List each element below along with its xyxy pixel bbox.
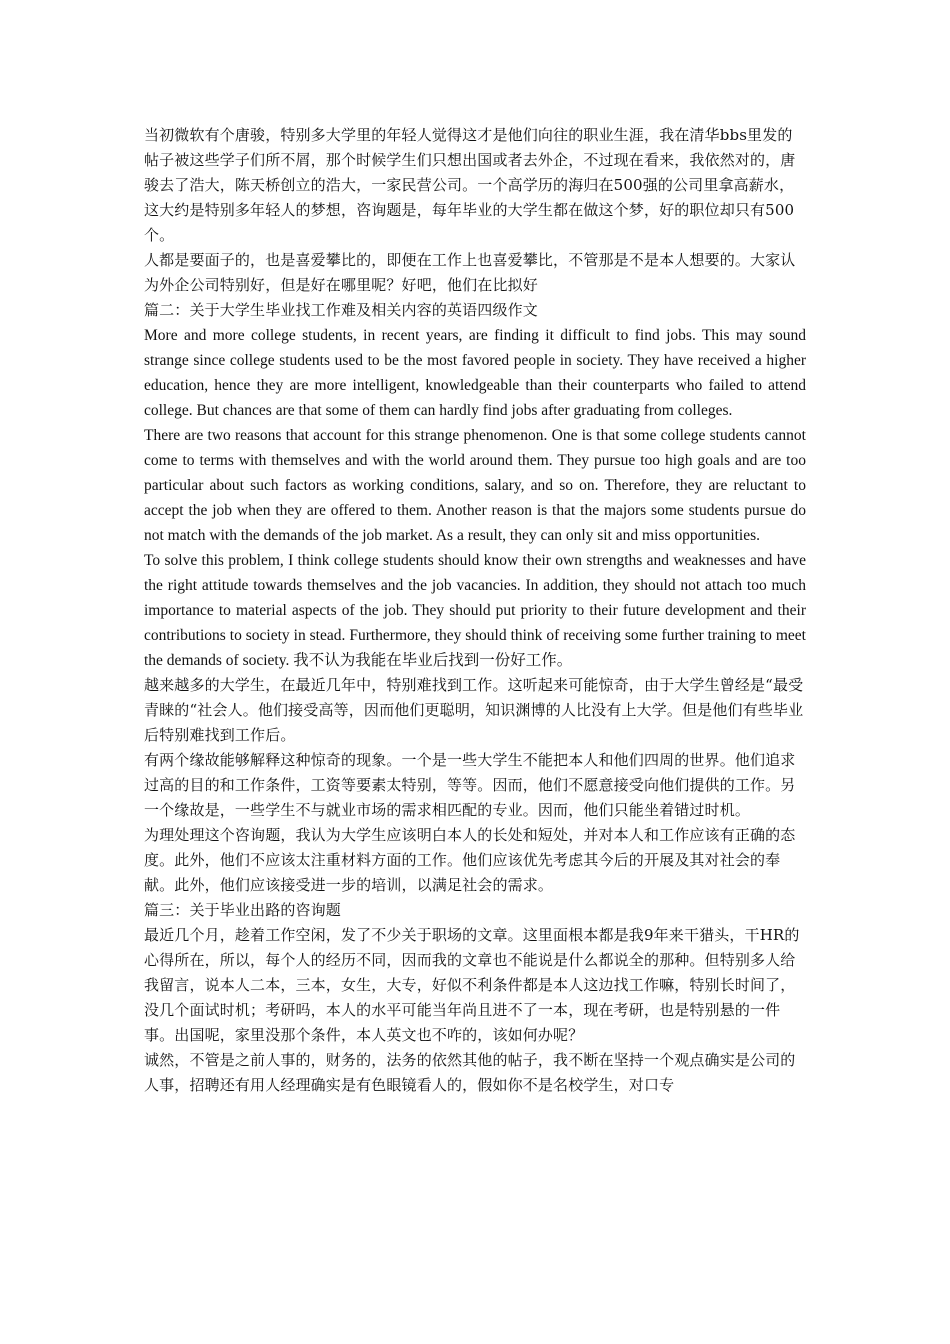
section-heading-part-three: 篇三：关于毕业出路的咨询题 [144,901,341,919]
paragraph-chinese-translation-3: 为理处理这个咨询题，我认为大学生应该明白本人的长处和短处，并对本人和工作应该有正确的态度。此外，他们不应该太注重材料方面的工作。他们应该优先考虑其今后的开展及其对社会的奉献。此外，他们应该接受进一步的培训，以满足社会的需求。 [144,826,796,894]
paragraph-chinese-translation-2: 有两个缘故能够解释这种惊奇的现象。一个是一些大学生不能把本人和他们四周的世界。他们追求过高的目的和工作条件，工资等要素太特别，等等。因而，他们不愿意接受向他们提供的工作。另一个缘故是，一些学生不与就业市场的需求相匹配的专业。因而，他们只能坐着错过时机。 [144,751,796,819]
paragraph-english-3: To solve this problem, I think college students should know their own strengths and weaknesses and have the right attitude towards themselves and the job vacancies. In addition, they should not attach too much importance to material aspects of the job. They should put priority to their future development and their contributions to society in stead. Furthermore, they should think of receiving some further training to meet the demands of society. 我不认为我能在毕业后找到一份好工作。 [144,552,806,669]
paragraph-english-1: More and more college students, in recent years, are finding it difficult to find jobs. This may sound strange since college students used to be the most favored people in society. They have received a higher education, hence they are more intelligent, knowledgeable than their counterparts who failed to attend college. But chances are that some of them can hardly find jobs after graduating from colleges. [144,327,806,419]
paragraph-intro-tang-jun: 当初微软有个唐骏，特别多大学里的年轻人觉得这才是他们向往的职业生涯，我在清华bbs里发的帖子被这些学子们所不屑，那个时候学生们只想出国或者去外企，不过现在看来，我依然对的，唐骏去了浩大，陈天桥创立的浩大，一家民营公司。一个高学历的海归在500强的公司里拿高薪水，这大约是特别多年轻人的梦想，咨询题是，每年毕业的大学生都在做这个梦，好的职位却只有500个。 [144,126,796,244]
paragraph-recent-months: 最近几个月，趁着工作空闲，发了不少关于职场的文章。这里面根本都是我9年来干猎头，干HR的心得所在，所以，每个人的经历不同，因而我的文章也不能说是什么都说全的那种。但特别多人给我留言，说本人二本，三本，女生，大专，好似不利条件都是本人这边找工作嘛，特别长时间了，没几个面试时机；考研吗，本人的水平可能当年尚且进不了一本，现在考研，也是特别悬的一件事。出国呢，家里没那个条件，本人英文也不咋的，该如何办呢？ [144,926,800,1044]
section-heading-part-two: 篇二：关于大学生毕业找工作难及相关内容的英语四级作文 [144,301,538,319]
paragraph-english-2: There are two reasons that account for this strange phenomenon. One is that some college students cannot come to terms with themselves and with the world around them. They pursue too high goals and are too particular about such factors as working conditions, salary, and so on. Therefore, they are reluctant to accept the job when they are offered to them. Another reason is that the majors some students pursue do not match with the demands of the job market. As a result, they can only sit and miss opportunities. [144,427,806,544]
paragraph-admittedly: 诚然，不管是之前人事的，财务的，法务的依然其他的帖子，我不断在坚持一个观点确实是公司的人事，招聘还有用人经理确实是有色眼镜看人的，假如你不是名校学生，对口专 [144,1051,796,1094]
paragraph-chinese-translation-1: 越来越多的大学生，在最近几年中，特别难找到工作。这听起来可能惊奇，由于大学生曾经是“最受青睐的“社会人。他们接受高等，因而他们更聪明，知识渊博的人比没有上大学。但是他们有些毕业后特别难找到工作后。 [144,676,804,744]
document-page [144,123,806,1098]
paragraph-face-comparison: 人都是要面子的，也是喜爱攀比的，即便在工作上也喜爱攀比，不管那是不是本人想要的。大家认为外企公司特别好，但是好在哪里呢？好吧，他们在比拟好 [144,251,796,294]
